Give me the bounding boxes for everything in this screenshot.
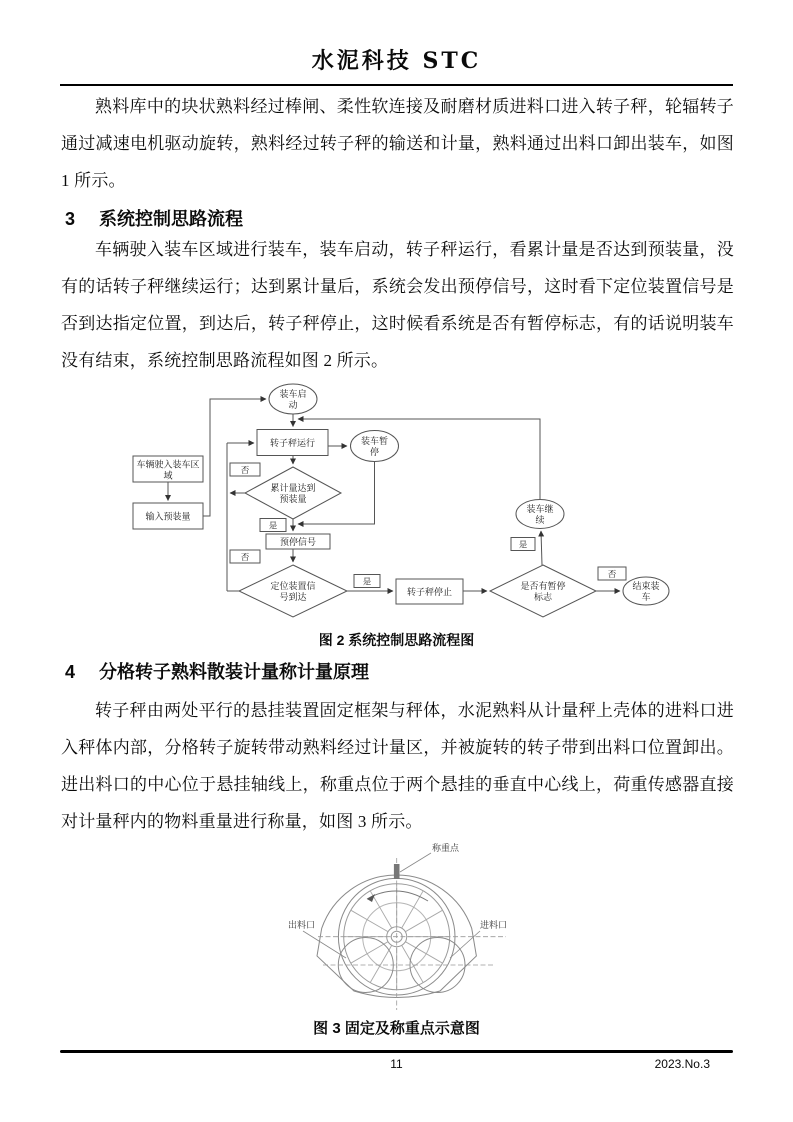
flowchart-node-labels: [136, 388, 659, 602]
section-3-title: 系统控制思路流程: [99, 209, 244, 229]
figure-2-caption: 图 2 系统控制思路流程图: [318, 632, 475, 648]
footer-rule: [60, 1050, 733, 1053]
section-4-title: 分格转子熟料散装计量称计量原理: [99, 662, 370, 682]
flowchart-label-yes-1: 是: [268, 520, 278, 531]
flowchart-decision-check-position: [239, 565, 347, 617]
svg-text:累计量达到: 累计量达到: [270, 483, 316, 493]
svg-text:结束装: 结束装: [632, 581, 660, 591]
journal-title: 水泥科技 STC: [311, 48, 482, 74]
svg-text:转子秤运行: 转子秤运行: [269, 438, 316, 448]
svg-text:装车继: 装车继: [526, 504, 554, 514]
section-3-heading: [65, 207, 243, 231]
figure-3-schematic: [288, 838, 523, 1016]
svg-text:域: 域: [163, 470, 173, 481]
flowchart-label-no-3: 否: [607, 569, 617, 579]
paragraph-section4: 转子秤由两处平行的悬挂装置固定框架与秤体，水泥熟料从计量秤上壳体的进料口进入秤体内部，分格转子旋转带动熟料经过计量区，并被旋转的转子带到出料口位置卸出。进出料口的中心位于悬挂轴线上，称重点位于两个悬挂的垂直中心线上，荷重传感器直接对计量秤内的物料重量进行称量，如图 3 所示。: [61, 701, 734, 831]
svg-text:预装量: 预装量: [279, 494, 307, 504]
paragraph-intro: 熟料库中的块状熟料经过棒闸、柔性软连接及耐磨材质进料口进入转子秤，轮辐转子通过减速电机驱动旋转，熟料经过转子秤的输送和计量，熟料通过出料口卸出装车，如图 1 所示。: [61, 97, 734, 190]
svg-text:车: 车: [641, 592, 651, 602]
issue-number: 2023.No.3: [654, 1057, 710, 1071]
header-rule: [60, 84, 733, 86]
svg-text:动: 动: [288, 400, 298, 410]
section-3-number: 3: [65, 209, 76, 229]
svg-text:停: 停: [369, 447, 380, 457]
paragraph-section3: 车辆驶入装车区域进行装车，装车启动，转子秤运行，看累计量是否达到预装量，没有的话转子秤继续运行；达到累计量后，系统会发出预停信号，这时看下定位装置信号是否到达指定位置，到达后，转子秤停止，这时候看系统是否有暂停标志，有的话说明装车没有结束，系统控制思路流程如图 2 所示。: [61, 240, 734, 370]
weigh-point-mark: [394, 864, 400, 879]
flowchart-decision-pause-flag: [490, 565, 596, 617]
svg-text:装车暂: 装车暂: [360, 436, 389, 446]
svg-text:装车启: 装车启: [279, 389, 307, 399]
flowchart-label-no-2: 否: [240, 552, 250, 562]
svg-text:定位装置信: 定位装置信: [270, 581, 316, 591]
outlet-label: 出料口: [288, 920, 316, 930]
svg-text:车辆驶入装车区: 车辆驶入装车区: [136, 459, 200, 470]
flowchart-label-yes-3: 是: [518, 539, 528, 550]
svg-text:预停信号: 预停信号: [279, 537, 317, 547]
svg-text:输入预装量: 输入预装量: [145, 511, 191, 522]
section-4-number: 4: [65, 662, 76, 682]
figure-2-flowchart: [110, 383, 710, 633]
flowchart-label-no-1: 否: [240, 465, 250, 475]
page-number: 11: [390, 1057, 403, 1071]
inlet-label: 进料口: [480, 920, 508, 930]
weigh-point-label: 称重点: [432, 843, 460, 853]
svg-text:号到达: 号到达: [279, 592, 307, 602]
flowchart-label-yes-2: 是: [362, 576, 372, 587]
rotation-arrow: [367, 891, 428, 901]
svg-text:是否有暂停: 是否有暂停: [520, 581, 566, 591]
svg-text:转子秤停止: 转子秤停止: [406, 587, 453, 597]
svg-text:续: 续: [535, 515, 545, 525]
svg-text:标志: 标志: [533, 592, 553, 602]
section-4-heading: [65, 660, 369, 684]
figure-3-caption: 图 3 固定及称重点示意图: [313, 1020, 480, 1037]
